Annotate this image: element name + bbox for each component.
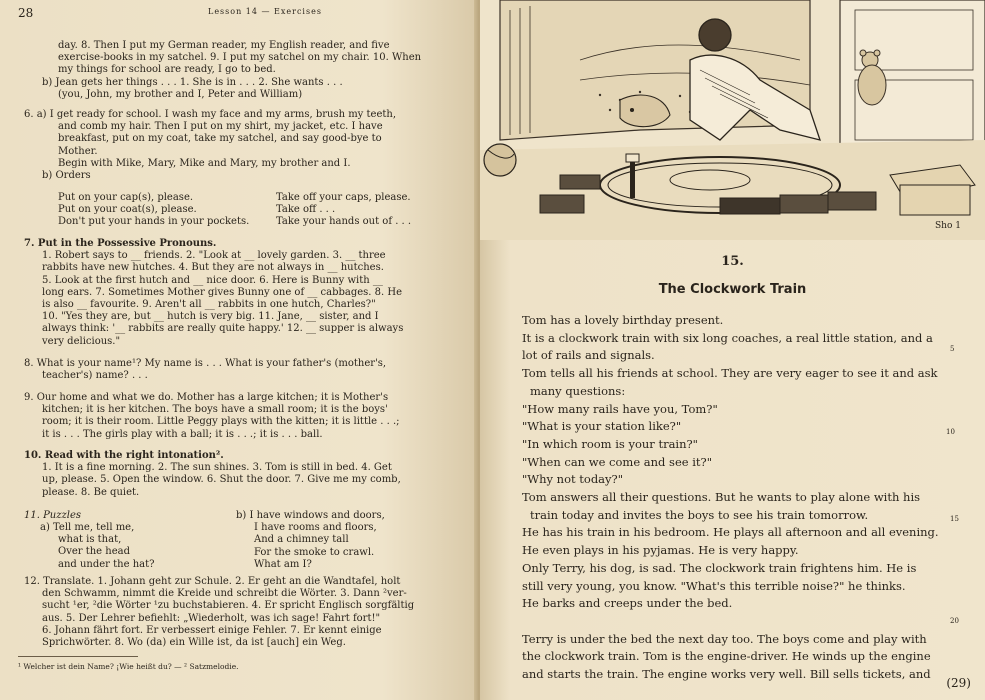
puzzle-a-line: and under the hat? <box>58 558 155 570</box>
text-line: Mother. <box>58 145 98 157</box>
exercise-7-line: is also __ favourite. 9. Aren't all __ rabbits in one hutch, Charles?" <box>42 299 376 311</box>
text-line <box>24 101 464 109</box>
story-line: Tom tells all his friends at school. They are very eager to see it and ask <box>522 366 938 381</box>
exercise-7-line: long ears. 7. Sometimes Mother gives Bunny one of __ cabbages. 8. He <box>42 286 403 298</box>
exercise-7-line: 10. "Yes they are, but __ hutch is very big. 11. Jane, __ sister, and I <box>42 311 379 323</box>
exercise-9-line: 9. Our home and what we do. Mother has a large kitchen; it is Mother's <box>24 392 389 403</box>
exercise-10 <box>24 450 464 499</box>
story-line: Tom has a lovely birthday present. <box>522 313 724 327</box>
story-line: It is a clockwork train with six long coaches, a real little station, and a <box>522 330 933 345</box>
story-line: "In which room is your train?" <box>522 436 698 451</box>
exercise-7-line: rabbits have new hutches. 4. But they are not always in __ hutches. <box>42 262 384 274</box>
story-line: He barks and creeps under the bed. <box>522 596 733 611</box>
exercise-12-line: Sprichwörter. 8. Wo (da) ein Wille ist, da ist [auch] ein Weg. <box>42 637 346 649</box>
story-line: "Why not today?" <box>522 472 623 487</box>
exercise-10-line: up, please. 5. Open the window. 6. Shut the door. 7. Give me my comb, <box>42 474 401 486</box>
exercise-10-line: 1. It is a fine morning. 2. The sun shines. 3. Tom is still in bed. 4. Get <box>42 462 392 474</box>
puzzle-a-line: Over the head <box>58 546 131 558</box>
puzzle-a-line: a) Tell me, tell me, <box>40 522 135 533</box>
order-item: Don't put your hands in your pockets. <box>58 216 250 228</box>
exercise-7-line: 7. Put in the Possessive Pronouns. <box>24 238 217 249</box>
order-item: Take your hands out of . . . <box>276 216 412 228</box>
line-number-5: 5 <box>950 345 955 353</box>
exercise-12-line: sucht ¹er, ²die Wörter ¹zu buchstabieren. 4. Er spricht Englisch sorgfältig <box>42 600 415 612</box>
exercise-12 <box>24 576 464 649</box>
running-head: Lesson 14 — Exercises <box>208 7 322 16</box>
exercise-9-line: kitchen; it is her kitchen. The boys have a small room; it is the boys' <box>42 404 388 416</box>
text-line: Begin with Mike, Mary, Mike and Mary, my brother and I. <box>58 157 351 169</box>
exercise-7 <box>24 238 464 348</box>
story-line: many questions: <box>530 383 626 398</box>
exercise-10-line: please. 8. Be quiet. <box>42 486 140 498</box>
text-line: b) Orders <box>42 170 91 182</box>
text-line: (you, John, my brother and I, Peter and William) <box>58 88 303 100</box>
footnote-rule <box>18 656 138 657</box>
exercise-12-line: aus. 5. Der Lehrer befiehlt: „Wiederholt, was ich sage! Fahrt fort!" <box>42 612 381 624</box>
order-item: Put on your coat(s), please. <box>58 204 197 216</box>
text-line: exercise-books in my satchel. 9. I put my satchel on my chair. 10. When <box>58 52 422 64</box>
right-page-number: (29) <box>946 676 971 690</box>
left-page-header <box>18 6 464 22</box>
puzzle-b-line: I have rooms and floors, <box>254 522 377 534</box>
order-item: Take off . . . <box>276 204 336 216</box>
story-line: "When can we come and see it?" <box>522 454 712 469</box>
exercise-9 <box>24 392 464 441</box>
puzzle-b-line: For the smoke to crawl. <box>254 546 375 558</box>
story-line: and starts the train. The engine works very well. Bill sells tickets, and <box>522 667 931 682</box>
illustration-boy-with-clockwork-train <box>480 0 985 240</box>
story-line <box>522 613 952 631</box>
exercise-7-line: very delicious." <box>42 335 121 347</box>
exercise-9-line: it is . . . The girls play with a ball; it is . . .; it is . . . ball. <box>42 428 323 440</box>
text-line: 6. a) I get ready for school. I wash my face and my arms, brush my teeth, <box>24 109 397 121</box>
story-line: He has his train in his bedroom. He plays all afternoon and all evening. <box>522 525 939 540</box>
exercise-9-line: room; it is their room. Little Peggy plays with the kitten; it is little . . .; <box>42 416 400 428</box>
lesson-title: The Clockwork Train <box>658 282 807 297</box>
lesson-number: 15. <box>721 254 744 269</box>
puzzle-b-line: And a chimney tall <box>254 534 349 546</box>
exercise-7-line: always think: '__ rabbits are really quite happy.' 12. __ supper is always <box>42 323 404 335</box>
exercise-8-line: teacher's) name? . . . <box>42 370 148 382</box>
left-page <box>0 0 478 700</box>
left-page-number: 28 <box>18 6 34 20</box>
story-line: Only Terry, his dog, is sad. The clockwork train frightens him. He is <box>522 560 917 575</box>
line-number-10: 10 <box>946 428 955 436</box>
exercise-12-line: 12. Translate. 1. Johann geht zur Schule. 2. Er geht an die Wandtafel, holt <box>24 576 401 587</box>
exercise-8 <box>24 358 464 382</box>
text-line: and comb my hair. Then I put on my shirt, my jacket, etc. I have <box>58 121 383 133</box>
puzzle-b-line: b) I have windows and doors, <box>236 510 385 521</box>
order-item: Put on your cap(s), please. <box>58 192 194 203</box>
story-line: train today and invites the boys to see his train tomorrow. <box>530 507 869 522</box>
order-item: Take off your caps, please. <box>276 192 411 203</box>
exercise-11-heading: 11. Puzzles <box>24 510 82 521</box>
exercise-10-line: 10. Read with the right intonation². <box>24 450 224 461</box>
story-line: still very young, you know. "What's this terrible noise?" he thinks. <box>522 578 906 593</box>
puzzle-b-line: What am I? <box>254 558 312 570</box>
orders-columns <box>24 192 464 232</box>
text-line: breakfast, put on my coat, take my satchel, and say good-bye to <box>58 133 382 145</box>
story-line: Tom answers all their questions. But he wants to play alone with his <box>522 490 921 505</box>
puzzle-a-line: what is that, <box>58 534 122 546</box>
exercise-12-line: 6. Johann fährt fort. Er verbessert einige Fehler. 7. Er kennt einige <box>42 624 382 636</box>
text-line: my things for school are ready, I go to bed. <box>58 64 276 76</box>
line-number-15: 15 <box>950 515 959 523</box>
story-line: lot of rails and signals. <box>522 348 655 363</box>
story-line: He even plays in his pyjamas. He is very happy. <box>522 543 799 558</box>
text-line: b) Jean gets her things . . . 1. She is in . . . 2. She wants . . . <box>42 76 343 88</box>
exercise-12-line: den Schwamm, nimmt die Kreide und schreibt die Wörter. 3. Dann ²ver- <box>42 588 407 600</box>
line-number-20: 20 <box>950 617 959 625</box>
exercise-11 <box>24 510 464 580</box>
right-page <box>480 0 985 700</box>
story-line: "How many rails have you, Tom?" <box>522 401 718 416</box>
puzzle-b <box>236 510 385 571</box>
footnote: ¹ Welcher ist dein Name? ¡Wie heißt du? — ² Satzmelodie. <box>18 662 239 671</box>
text-line: day. 8. Then I put my German reader, my English reader, and five <box>58 40 390 51</box>
exercise-7-line: 1. Robert says to __ friends. 2. "Look at __ lovely garden. 3. __ three <box>42 250 386 262</box>
puzzle-a <box>40 522 154 571</box>
story-line: "What is your station like?" <box>522 419 682 434</box>
story-line: the clockwork train. Tom is the engine-driver. He winds up the engine <box>522 649 931 664</box>
exercise-8-line: 8. What is your name¹? My name is . . . What is your father's (mother's, <box>24 358 387 369</box>
story-line: Terry is under the bed the next day too. The boys come and play with <box>522 631 927 646</box>
exercise-7-line: 5. Look at the first hutch and __ nice door. 6. Here is Bunny with __ <box>42 274 383 286</box>
exercises-5-6 <box>24 40 464 182</box>
illustration-signature: Sho 1 <box>935 221 961 231</box>
